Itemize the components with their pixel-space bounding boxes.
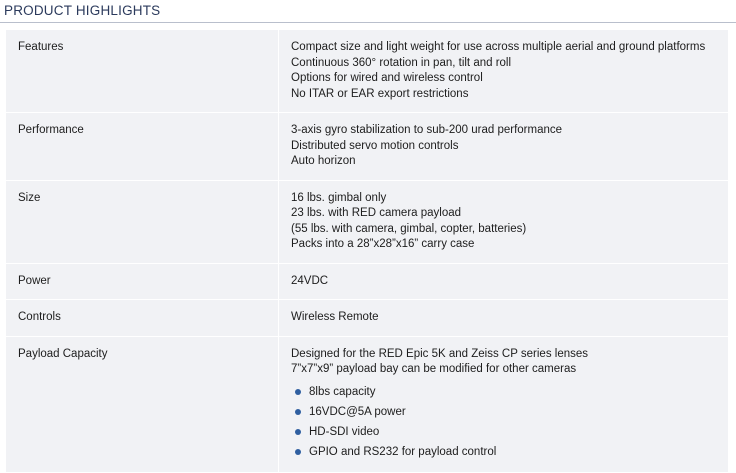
row-value — [279, 113, 729, 181]
list-item: 16VDC@5A power — [291, 402, 720, 422]
table-body — [6, 30, 728, 472]
value-line: 3-axis gyro stabilization to sub-200 urad performance — [291, 124, 563, 136]
value-line: 24VDC — [291, 274, 329, 287]
value-line: 16 lbs. gimbal only — [291, 191, 387, 204]
value-line: Distributed servo motion controls — [291, 139, 459, 152]
product-highlights-table — [6, 30, 728, 473]
table-row — [6, 336, 728, 472]
value-line: Compact size and light weight for use across multiple aerial and ground platforms — [291, 41, 706, 53]
value-line: Continuous 360° rotation in pan, tilt and roll — [291, 56, 512, 69]
list-item: 8lbs capacity — [291, 382, 720, 402]
page-title: PRODUCT HIGHLIGHTS — [4, 3, 161, 18]
value-line: 23 lbs. with RED camera payload — [291, 207, 462, 219]
row-label: Performance — [6, 113, 279, 181]
table-row — [6, 300, 728, 337]
row-label: Size — [6, 180, 279, 263]
table-row — [6, 113, 728, 181]
table-row — [6, 180, 728, 263]
row-value — [279, 300, 729, 337]
value-line: Packs into a 28”x28”x16” carry case — [291, 238, 475, 250]
title-divider — [0, 22, 736, 23]
value-line: No ITAR or EAR export restrictions — [291, 87, 469, 100]
list-item: GPIO and RS232 for payload control — [291, 442, 720, 462]
table-row — [6, 263, 728, 300]
row-label: Power — [6, 263, 279, 300]
row-value — [279, 336, 729, 472]
value-line: Options for wired and wireless control — [291, 72, 483, 84]
row-label: Controls — [6, 300, 279, 337]
list-item: HD-SDI video — [291, 422, 720, 442]
row-value — [279, 180, 729, 263]
table-row — [6, 30, 728, 113]
value-line: Wireless Remote — [291, 311, 379, 323]
row-value — [279, 30, 729, 113]
value-line: 7”x7”x9” payload bay can be modified for other cameras — [291, 363, 577, 375]
payload-bullet-list — [291, 382, 720, 462]
value-line: (55 lbs. with camera, gimbal, copter, batteries) — [291, 222, 527, 235]
row-value — [279, 263, 729, 300]
row-label: Payload Capacity — [6, 336, 279, 472]
row-label: Features — [6, 30, 279, 113]
value-line: Auto horizon — [291, 155, 356, 167]
value-line: Designed for the RED Epic 5K and Zeiss CP series lenses — [291, 347, 589, 360]
